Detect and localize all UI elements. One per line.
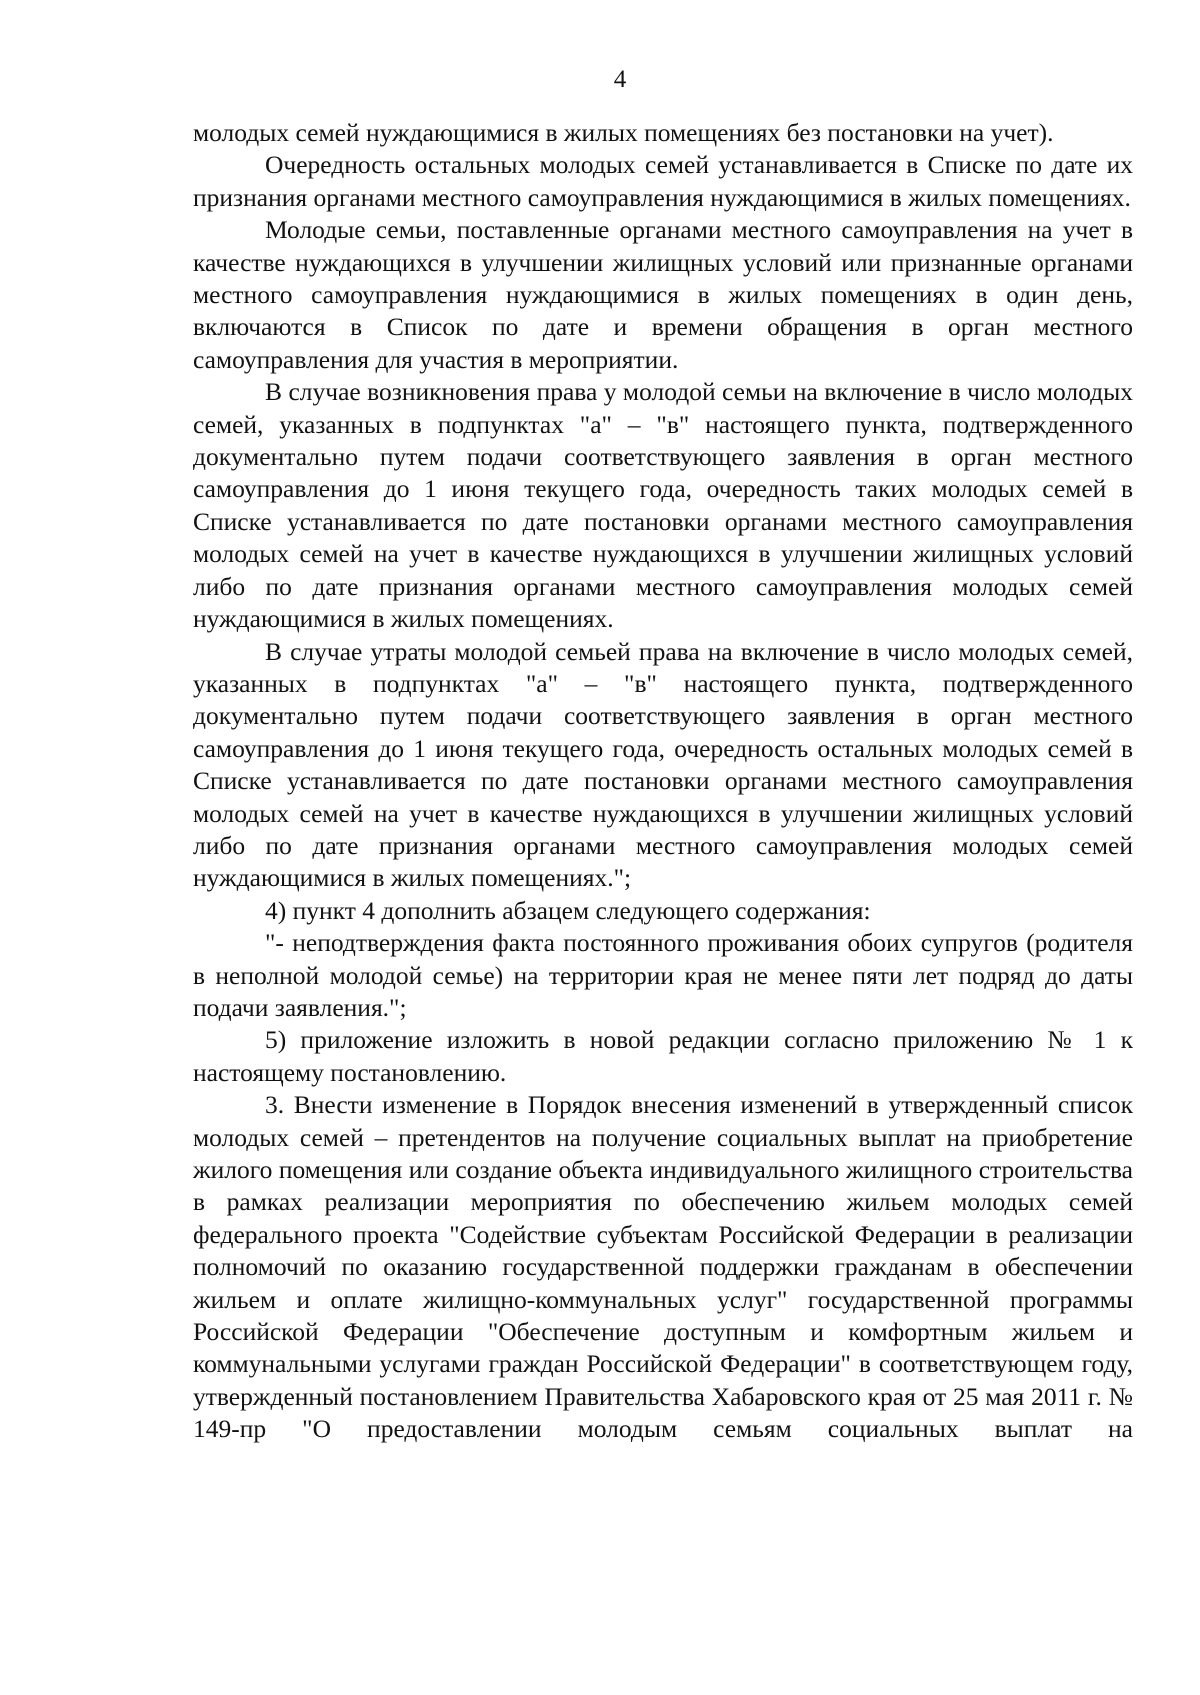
paragraph-right-acquired: В случае возникновения права у молодой семьи на включение в число молодых семей, указанных в подпунктах "а" – "в" настоящего пункта, подтвержденного документально путем подачи соответствующего заявления в орган местного самоуправления до 1 июня текущего года, очередность таких молодых семей в Списке устанавливается по дате постановки органами местного самоуправления молодых семей на учет в качестве нуждающихся в улучшении жилищных условий либо по дате признания органами местного самоуправления молодых семей нуждающимися в жилых помещениях. (193, 377, 1133, 634)
paragraph-item-4: 4) пункт 4 дополнить абзацем следующего содержания: (265, 895, 871, 925)
document-text (193, 117, 1133, 1446)
paragraph-continuation: молодых семей нуждающимися в жилых помещениях без постановки на учет). (193, 118, 1054, 147)
paragraph-residence-quote: "- неподтверждения факта постоянного проживания обоих супругов (родителя в неполной молодой семье) на территории края не менее пяти лет подряд до даты подачи заявления."; (193, 928, 1133, 1022)
paragraph-right-lost: В случае утраты молодой семьей права на включение в число молодых семей, указанных в подпунктах "а" – "в" настоящего пункта, подтвержденного документально путем подачи соответствующего заявления в орган местного самоуправления до 1 июня текущего года, очередность остальных молодых семей в Списке устанавливается по дате постановки органами местного самоуправления молодых семей на учет в качестве нуждающихся в улучшении жилищных условий либо по дате признания органами местного самоуправления молодых семей нуждающимися в жилых помещениях."; (193, 636, 1133, 893)
paragraph-same-day: Молодые семьи, поставленные органами местного самоуправления на учет в качестве нуждающихся в улучшении жилищных условий или признанные органами местного самоуправления нуждающимися в жилых помещениях в один день, включаются в Список по дате и времени обращения в орган местного самоуправления для участия в мероприятии. (193, 215, 1133, 374)
paragraph-item-5: 5) приложение изложить в новой редакции согласно приложению № 1 к настоящему постановлению. (193, 1025, 1133, 1087)
paragraph-queue-order: Очередность остальных молодых семей устанавливается в Списке по дате их признания органами местного самоуправления нуждающимися в жилых помещениях. (193, 150, 1133, 212)
paragraph-section-3: 3. Внести изменение в Порядок внесения изменений в утвержденный список молодых семей – претендентов на получение социальных выплат на приобретение жилого помещения или создание объекта индивидуального жилищного строительства в рамках реализации мероприятия по обеспечению жильем молодых семей федерального проекта "Содействие субъектам Российской Федерации в реализации полномочий по оказанию государственной поддержки гражданам в обеспечении жильем и оплате жилищно-коммунальных услуг" государственной программы Российской Федерации "Обеспечение доступным и комфортным жильем и коммунальными услугами граждан Российской Федерации" в соответствующем году, утвержденный постановлением Правительства Хабаровского края от 25 мая 2011 г. № 149-пр "О предоставлении молодым семьям социальных выплат на (193, 1090, 1133, 1444)
page-number: 4 (613, 66, 627, 93)
